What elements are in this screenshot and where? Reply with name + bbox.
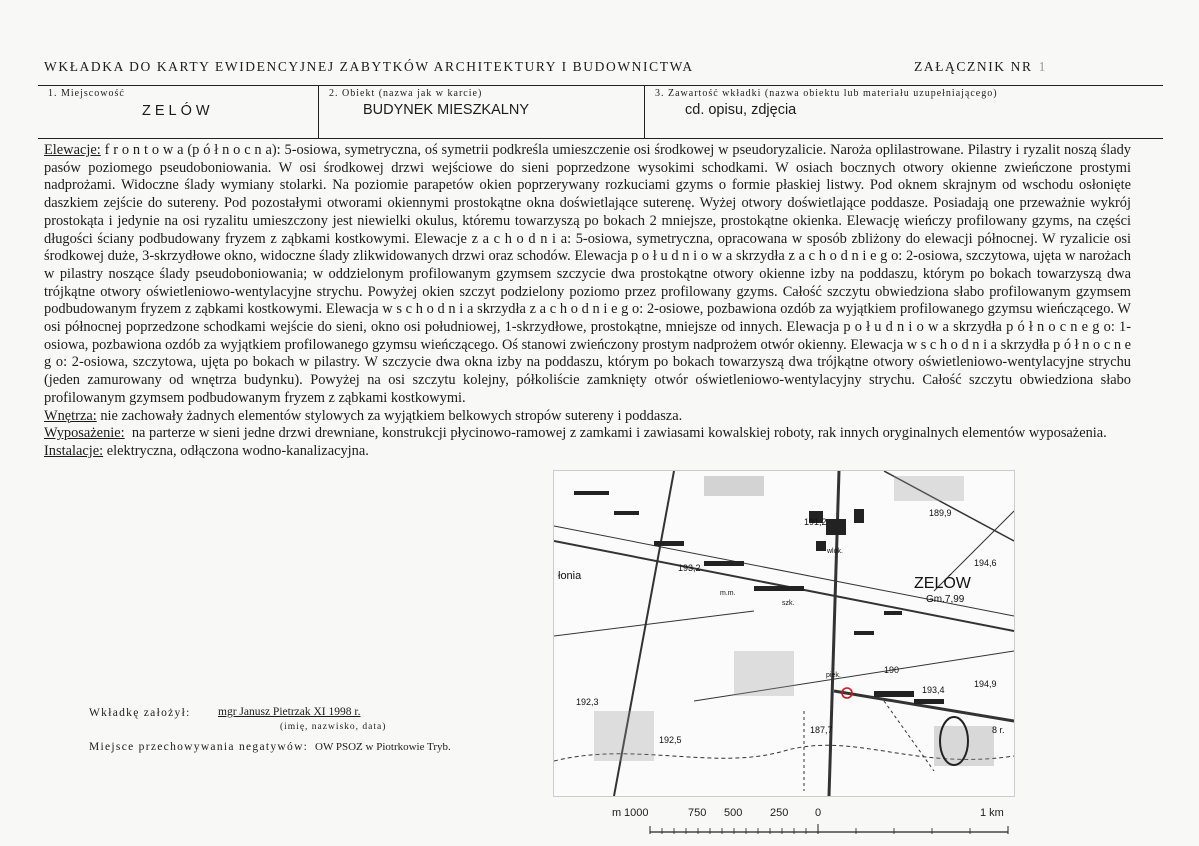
text-poludniowa: p o ł u d n i o w a: [630, 248, 733, 265]
annex-label: [914, 59, 1047, 75]
scale-tick-label: 1000: [624, 807, 649, 819]
elevations-paragraph: [44, 142, 1131, 408]
scale-tick-label: 250: [770, 807, 789, 819]
map-block: [704, 476, 764, 496]
map-block: [934, 726, 994, 766]
map-building: [914, 699, 944, 704]
place-cell: [38, 86, 318, 138]
fields-row: [38, 85, 1163, 139]
map-building: [654, 541, 684, 546]
map-building: [854, 509, 864, 523]
map-building: [874, 691, 914, 697]
object-cell: [318, 86, 645, 138]
text-segment: : 5-osiowa, symetryczna, opracowana w sposób zbliżony do elewacji północnej. W ryzalicie osi środkowej duże, 3-skrzydłowe okno, widoczne ślady zlikwidowanych drzwi oraz schodów. Elewacja: [44, 230, 1131, 265]
map-building: [754, 586, 804, 591]
text-wschodnia: w s c h o d n i a: [382, 301, 474, 318]
author-note: (imię, nazwisko, data): [280, 722, 387, 732]
text-wschodnia: w s c h o d n i a: [906, 336, 998, 353]
storage-label: Miejsce przechowywania negatywów:: [89, 741, 309, 753]
scale-unit: m: [612, 807, 622, 819]
map-drawing: [554, 471, 1014, 796]
annex-number: 1: [1038, 59, 1047, 74]
storage-value: OW PSOZ w Piotrkowie Tryb.: [315, 741, 451, 753]
elevations-heading: Elewacje:: [44, 142, 101, 158]
text-polnocnego: p ó ł n o c n e g o: [1006, 319, 1111, 336]
map-road: [554, 611, 754, 636]
map-abbreviation: szk.: [782, 600, 795, 607]
text-poludniowa: p o ł u d n i o w a: [843, 319, 949, 336]
map-path: [884, 701, 934, 771]
map-building: [826, 519, 846, 535]
scale-end-label: 1 km: [980, 807, 1004, 819]
map-abbreviation: piek.: [826, 672, 841, 679]
map-elevation: 189,9: [929, 508, 952, 518]
place-label: 1. Miejscowość: [48, 88, 125, 99]
map-elevation: 193,4: [922, 685, 945, 695]
map-elevation: 192,5: [659, 735, 682, 745]
installations-heading: Instalacje:: [44, 442, 104, 459]
equipment-heading: Wyposażenie:: [44, 425, 125, 442]
interior-paragraph: [44, 408, 1131, 426]
object-label: 2. Obiekt (nazwa jak w karcie): [329, 88, 483, 99]
map-elevation: 194,6: [974, 558, 997, 568]
map-block: [734, 651, 794, 696]
annex-label-text: ZAŁĄCZNIK NR: [914, 59, 1033, 74]
map-main-road: [834, 691, 1014, 721]
text-segment: : 2-osiowa, szczytowa, ujęta po bokach w pilastry. W szczycie dwa okna izby na poddaszu, którym po bokach towarzyszą dwa trójkątne otwory oświetleniowo-wentylacyjne strychu (jeden zamurowany od wnętrza budynku). Powyżej na osi szczytu kolejny, półkoliście zamknięty otwór oświetleniowo-wentylacyjny strychu. Całość szczytu obwiedziona słabo profilowanym gzymsem podbudowanym fryzem z ząbkami kostkowymi.: [44, 354, 1131, 406]
text-zachodniego: z a c h o d n i e g o: [788, 248, 899, 265]
map-building: [574, 491, 609, 495]
content-label: 3. Zawartość wkładki (nazwa obiektu lub materiału uzupełniającego): [655, 88, 998, 99]
text-segment: : 2-osiowe, pozbawiona ozdób za wyjątkiem profilowanego gzymsu wieńczącego. W osi północnej poprzedzone schodkami wejście do sieni, okno osi południowej, 1-skrzydłowe, prostokątne, mniejsze od innych. Elewacja: [44, 301, 1132, 336]
location-map: [553, 470, 1015, 797]
scale-bar: [600, 820, 1020, 840]
map-scale: [600, 805, 1020, 840]
author-label: Wkładkę założył:: [89, 707, 191, 719]
scale-tick-label: 0: [815, 807, 822, 819]
map-elevation: 194,9: [974, 679, 997, 689]
text-polnocnego: p ó ł n o c n e g o: [44, 336, 1131, 371]
map-building: [884, 611, 902, 615]
text-segment: skrzydła: [953, 319, 1002, 336]
interior-text: nie zachowały żadnych elementów stylowych za wyjątkiem belkowych stropów sutereny i poddasza.: [100, 407, 683, 424]
map-building: [816, 541, 826, 551]
map-block: [594, 711, 654, 761]
map-elevation: 190: [884, 665, 900, 675]
text-frontowa: f r o n t o w a (p ó ł n o c n a): [104, 142, 277, 158]
map-edge-text: 8 r.: [992, 725, 1005, 735]
map-building: [614, 511, 639, 515]
map-building: [854, 631, 874, 635]
map-abbreviation: m.m.: [720, 590, 736, 597]
text-segment: : 5-osiowa, symetryczna, oś symetrii podkreśla umieszczenie osi środkowej w pseudoryzalicie. Naroża oplilastrowane. Pilastry i ryzalit noszą ślady pasów poziomego pseudoboniowania. W osi środkowej drzwi wejściowe do sieni poprzedzone wysokimi schodkami. W osiach bocznych otwory okienne zwieńczone prostymi nadprożami. Widoczne ślady wymiany stolarki. Na poziomie parapetów okien poprzerywany rozkuciami gzyms o formie płaskiej listwy. Pod oknem skrajnym od wschodu osłonięte daszkiem zejście do sutereny. Pod pozostałymi otworami okiennymi prostokątne okna doświetlające suterenę. Wyżej otwory doświetlające poddasze. Posiadają one przeważnie wykrój prostokąta i jedynie na osi ryzalitu umieszczony jest niewielki okulus, któremu towarzyszą po bokach 2 mniejsze, prostokątne okienka. Elewację wieńczy profilowany gzyms, na części długości ściany podbudowany fryzem z ząbkami kostkowymi. Elewacje: [44, 142, 1131, 247]
map-municipality-label: Gm.7,99: [926, 594, 965, 605]
map-block: [894, 476, 964, 501]
map-building: [704, 561, 744, 566]
map-elevation: 192,3: [576, 697, 599, 707]
installations-text: elektryczna, odłączona wodno-kanalizacyjna.: [106, 442, 369, 459]
author-value: mgr Janusz Pietrzak XI 1998 r.: [218, 706, 361, 718]
text-segment: skrzydła: [735, 248, 785, 265]
map-elevation: 193,2: [678, 563, 701, 573]
map-elevation: 187,7: [810, 725, 833, 735]
scale-tick-label: 500: [724, 807, 743, 819]
text-segment: skrzydła: [1000, 336, 1050, 353]
text-segment: : 2-osiowa, szczytowa, ujęta w narożach w pilastry noszące ślady pseudoboniowania; w oddzielonym profilowanym gzymsem szczycie dwa prostokątne otwory okienne izby na poddaszu, którym po bokach towarzyszą dwa trójkątne otwory oświetleniowo-wentylacyjne strychu. Powyżej okien szczyt podzielony poziomo przez profilowany gzyms. Całość szczytu obwiedziona słabo profilowanym gzymsem podbudowanym fryzem z ząbkami kostkowymi. Elewacja: [44, 248, 1131, 318]
object-value: BUDYNEK MIESZKALNY: [363, 102, 529, 118]
equipment-text: na parterze w sieni jedne drzwi drewniane, konstrukcji płycinowo-ramowej z zamkami i zawiasami kowalskiej roboty, rak innych oryginalnych elementów wyposażenia.: [131, 425, 1107, 442]
installations-paragraph: [44, 443, 1131, 461]
document-title: WKŁADKA DO KARTY EWIDENCYJNEJ ZABYTKÓW ARCHITEKTURY I BUDOWNICTWA: [44, 59, 694, 74]
text-zachodnia: z a c h o d n i a: [471, 230, 568, 247]
interior-heading: Wnętrza:: [44, 407, 97, 424]
scale-tick-label: 750: [688, 807, 707, 819]
place-value: ZELÓW: [142, 103, 214, 119]
text-zachodniego: z a c h o d n i e g o: [529, 301, 640, 318]
equipment-paragraph: [44, 425, 1131, 443]
description-body: [44, 142, 1131, 461]
text-segment: : 1-osiowa, pozbawiona ozdób za wyjątkiem profilowanego gzymsu wieńczącego. Oś stanowi zwieńczony prostym nadprożem otwór okienny. Elewacja: [44, 319, 1131, 353]
map-town-label: ZELÓW: [914, 575, 971, 592]
map-place-fragment: łonia: [558, 570, 582, 582]
content-value: cd. opisu, zdjęcia: [685, 102, 797, 118]
content-cell: [644, 86, 1164, 138]
map-elevation: 191,2: [804, 517, 827, 527]
text-segment: skrzydła: [477, 301, 526, 318]
map-abbreviation: wlók.: [827, 548, 843, 555]
